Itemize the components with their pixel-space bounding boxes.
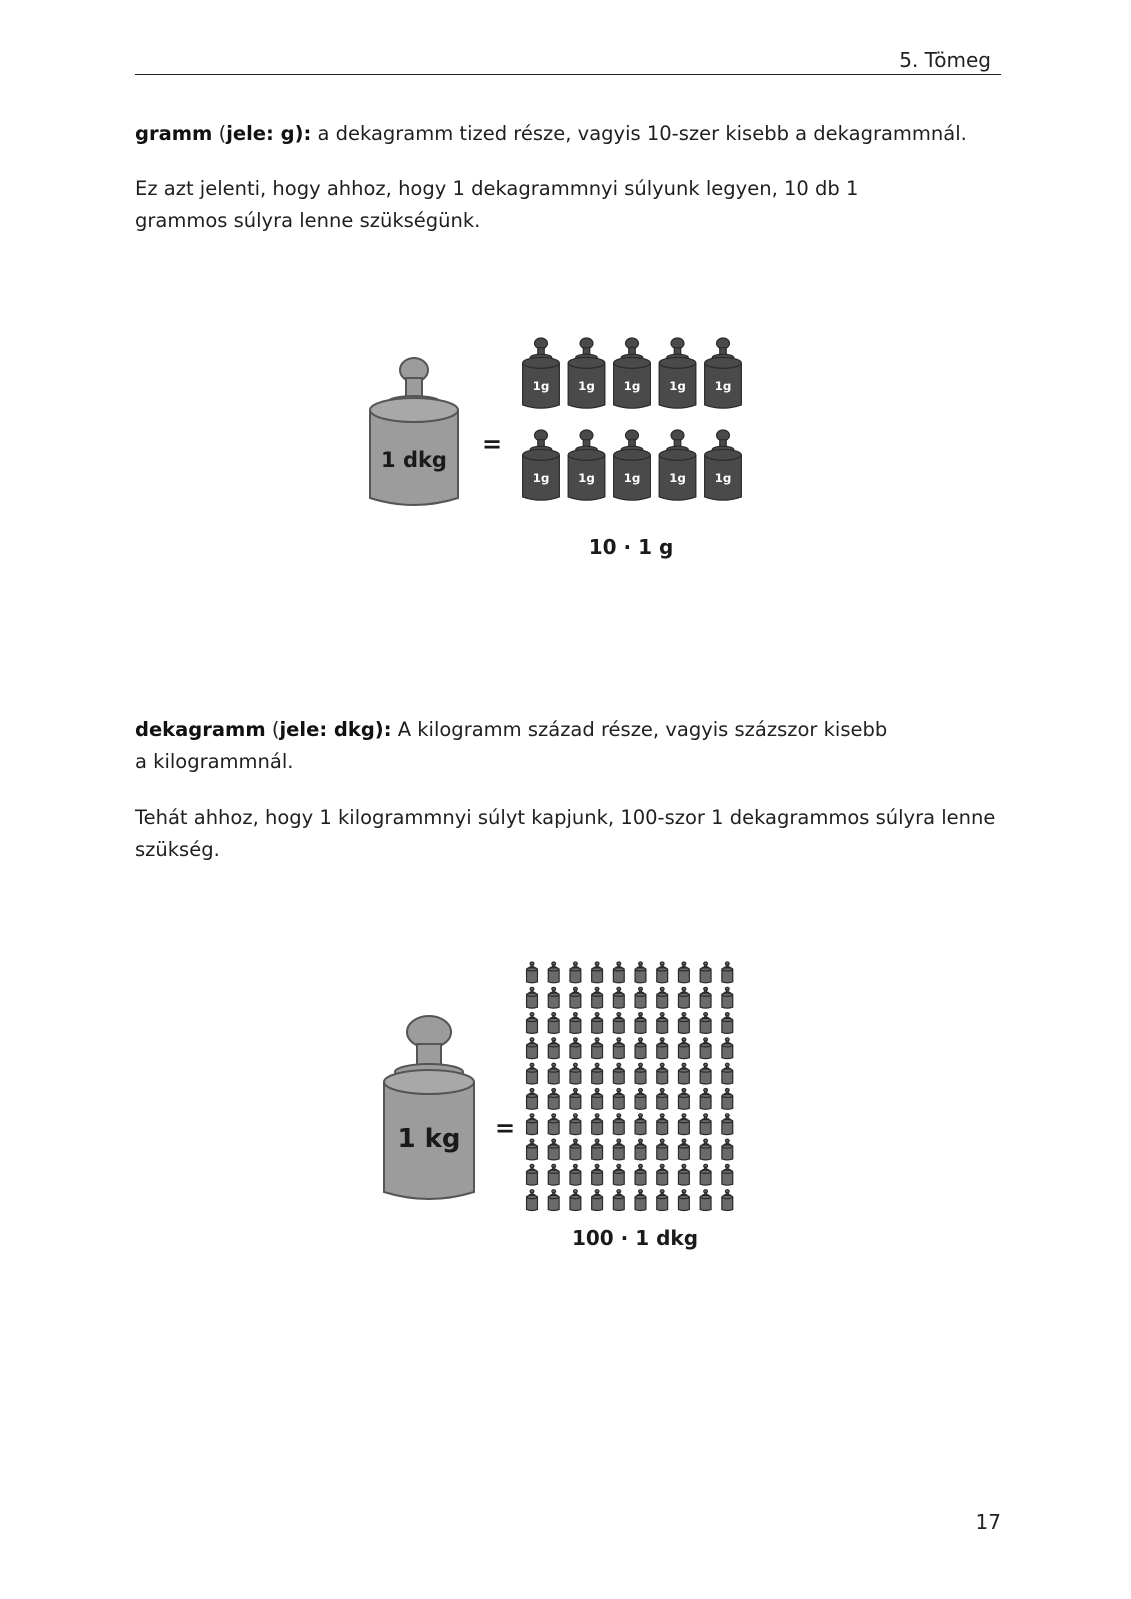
dekagram-explanation: Tehát ahhoz, hogy 1 kilogrammnyi súlyt kapjunk, 100-szor 1 dekagrammos súlyra lenne szükség. [135,806,996,861]
big-weight-label: 1 kg [397,1124,461,1154]
small-weight-1dkg [570,1114,581,1135]
dekagram-definition [135,714,895,778]
small-weight-1dkg [570,987,581,1008]
small-weight-1dkg [527,962,538,983]
small-weight-1dkg [613,1013,624,1034]
small-weight-1dkg [678,962,689,983]
dekagram-notation: jele: dkg [279,718,375,741]
small-weight-1dkg [657,1063,668,1084]
small-weight-1dkg [678,1089,689,1110]
small-weight-1dkg [548,1038,559,1059]
small-weight-1dkg [548,1013,559,1034]
small-weight-1dkg [722,1139,733,1160]
small-weight-1dkg [657,1190,668,1211]
small-weight-label: 1g [578,378,595,393]
small-weight-1dkg [613,1164,624,1185]
small-weight-1dkg [527,1139,538,1160]
small-weight-label: 1g [532,470,550,485]
small-weight-1dkg [548,987,559,1008]
small-weight-1dkg [592,987,603,1008]
small-weight-1g [659,338,696,408]
small-weight-1dkg [527,987,538,1008]
small-weight-1dkg [613,1089,624,1110]
small-weight-1dkg [657,962,668,983]
small-weight-1dkg [657,1139,668,1160]
small-weight-1dkg [657,1038,668,1059]
small-weight-1dkg [613,1190,624,1211]
small-weight-1dkg [592,962,603,983]
dekagram-paren-open: ( [265,718,280,741]
small-weight-1dkg [527,1164,538,1185]
small-weight-1dkg [678,1164,689,1185]
small-weights-grid [523,338,742,500]
small-weight-1g [568,338,605,408]
gram-paren-open: ( [212,122,227,145]
small-weight-label: 1g [623,378,641,393]
small-weight-1g [614,338,651,408]
small-weight-1dkg [700,1114,711,1135]
small-weight-1dkg [570,962,581,983]
small-weight-1dkg [678,1013,689,1034]
small-weight-1dkg [592,1190,603,1211]
small-weight-1dkg [700,1164,711,1185]
big-weight-label: 1 dkg [381,448,447,472]
gram-definition-text: a dekagramm tized része, vagyis 10-szer kisebb a dekagrammnál. [311,122,967,145]
small-weight-1dkg [570,1063,581,1084]
small-weight-1dkg [635,1190,646,1211]
small-weight-1dkg [678,1139,689,1160]
gram-paren-close: ): [294,122,312,145]
gram-figure [0,330,1131,580]
small-weight-1dkg [722,1164,733,1185]
small-weight-1dkg [527,1190,538,1211]
small-weight-1dkg [613,962,624,983]
small-weight-1dkg [635,1114,646,1135]
small-weight-1dkg [722,1063,733,1084]
gram-caption: 10 · 1 g [588,535,674,559]
page-header [135,46,1001,75]
gram-term: gramm [135,122,213,145]
small-weight-1dkg [700,1190,711,1211]
small-weight-1dkg [548,962,559,983]
small-weight-1g [523,430,560,500]
small-weight-1dkg [722,1089,733,1110]
small-weight-label: 1g [669,378,686,393]
small-weight-1dkg [592,1139,603,1160]
small-weight-1dkg [548,1190,559,1211]
big-weight-kg [384,1016,474,1199]
small-weight-1dkg [722,962,733,983]
small-weight-1dkg [592,1114,603,1135]
small-weight-1dkg [657,1013,668,1034]
small-weight-1dkg [592,1038,603,1059]
small-weight-1dkg [527,1063,538,1084]
small-weight-1dkg [722,1013,733,1034]
small-weight-1dkg [700,1139,711,1160]
page-number: 17 [975,1510,1001,1534]
small-weight-1dkg [570,1038,581,1059]
dekagram-paren-close: ): [374,718,392,741]
small-weight-1dkg [657,1114,668,1135]
small-weight-1dkg [548,1063,559,1084]
small-weight-1dkg [678,987,689,1008]
big-weight-dkg [370,358,458,505]
small-weight-1dkg [635,987,646,1008]
small-weight-1dkg [613,1038,624,1059]
small-weight-label: 1g [714,470,732,485]
gram-definition [135,118,1005,150]
small-weight-1dkg [635,1089,646,1110]
small-weight-1dkg [527,1013,538,1034]
small-weight-1g [705,338,742,408]
small-weight-1dkg [570,1190,581,1211]
gram-notation: jele: g [226,122,295,145]
small-weight-1dkg [657,987,668,1008]
small-weight-1g [705,430,742,500]
small-weight-1dkg [592,1063,603,1084]
small-weight-1dkg [700,962,711,983]
small-weight-1dkg [635,1063,646,1084]
small-weight-1dkg [635,1013,646,1034]
small-weight-1dkg [722,1190,733,1211]
dekagram-caption: 100 · 1 dkg [571,1226,699,1250]
small-weight-1dkg [548,1164,559,1185]
small-weight-1dkg [657,1089,668,1110]
small-weight-1dkg [700,1063,711,1084]
small-weights-grid [527,962,733,1211]
small-weight-1dkg [548,1139,559,1160]
small-weight-1dkg [570,1013,581,1034]
small-weight-1dkg [613,1063,624,1084]
small-weight-1g [568,430,605,500]
small-weight-1dkg [700,1089,711,1110]
chapter-title: 5. Tömeg [899,48,991,72]
small-weight-1dkg [700,1038,711,1059]
small-weight-label: 1g [578,470,595,485]
small-weight-1dkg [613,1139,624,1160]
small-weight-1dkg [700,1013,711,1034]
small-weight-1dkg [722,1038,733,1059]
small-weight-label: 1g [714,378,732,393]
small-weight-label: 1g [669,470,686,485]
small-weight-1dkg [635,1038,646,1059]
small-weight-1dkg [613,1114,624,1135]
small-weight-1dkg [592,1013,603,1034]
small-weight-1dkg [635,962,646,983]
small-weight-1dkg [722,1114,733,1135]
small-weight-1g [659,430,696,500]
dekagram-term: dekagramm [135,718,266,741]
small-weight-1dkg [700,987,711,1008]
small-weight-1dkg [678,1063,689,1084]
small-weight-label: 1g [623,470,641,485]
small-weight-1dkg [592,1164,603,1185]
small-weight-1dkg [527,1089,538,1110]
equals-sign: = [494,1114,516,1142]
small-weight-label: 1g [532,378,550,393]
small-weight-1dkg [592,1089,603,1110]
small-weight-1dkg [527,1114,538,1135]
small-weight-1g [614,430,651,500]
small-weight-1dkg [635,1139,646,1160]
small-weight-1dkg [613,987,624,1008]
dekagram-figure [0,960,1131,1280]
dekagram-definition-text: A kilogramm század része, vagyis százszor kisebb a kilogrammnál. [135,718,888,773]
small-weight-1dkg [570,1139,581,1160]
small-weight-1g [523,338,560,408]
small-weight-1dkg [635,1164,646,1185]
small-weight-1dkg [678,1190,689,1211]
small-weight-1dkg [678,1114,689,1135]
gram-explanation: Ez azt jelenti, hogy ahhoz, hogy 1 dekagrammnyi súlyunk legyen, 10 db 1 grammos súlyra lenne szükségünk. [135,177,859,232]
small-weight-1dkg [570,1089,581,1110]
small-weight-1dkg [548,1089,559,1110]
small-weight-1dkg [570,1164,581,1185]
small-weight-1dkg [657,1164,668,1185]
small-weight-1dkg [722,987,733,1008]
small-weight-1dkg [678,1038,689,1059]
small-weight-1dkg [548,1114,559,1135]
equals-sign: = [481,430,503,458]
small-weight-1dkg [527,1038,538,1059]
